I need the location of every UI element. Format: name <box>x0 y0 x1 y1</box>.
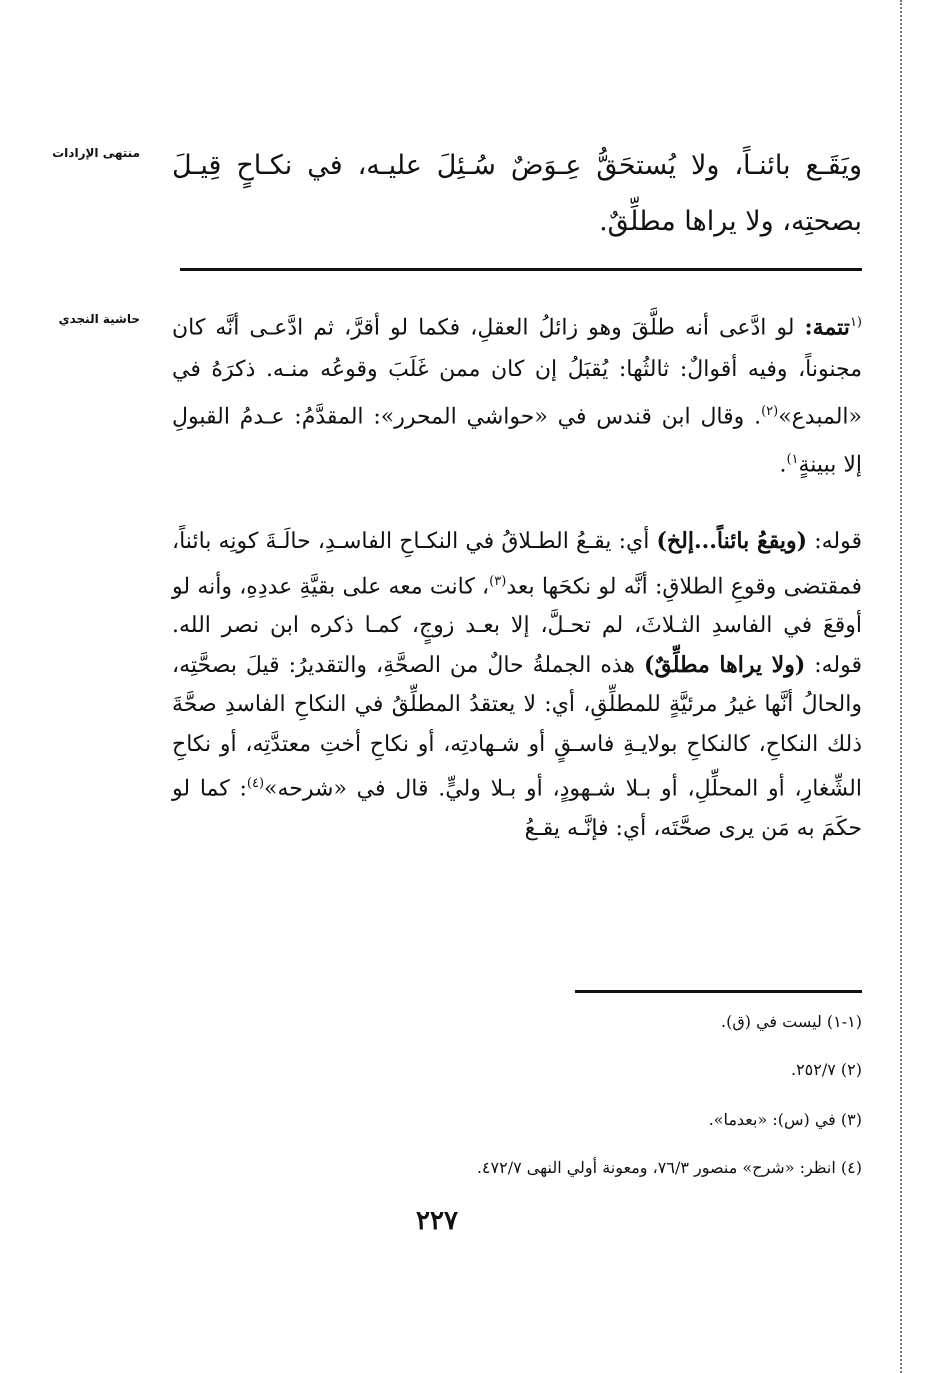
page-edge-dotted-line <box>900 0 902 1373</box>
range-end-marker: ١) <box>786 451 799 467</box>
tatimma-end: . <box>779 451 787 477</box>
page-number: ٢٢٧ <box>416 1206 458 1236</box>
side-label-matn-source: منتهى الإرادات <box>52 146 140 160</box>
tatimma-body-continued: . وقال ابن قندس في «حواشي المحرر»: المقدَّمُ: عـدمُ القبولِ إلا ببينةٍ <box>172 404 862 477</box>
main-text-matn: ويَقَـع بائنـاً، ولا يُستحَقُّ عِـوَضٌ سُـئِلَ عليـه، في نكـاحٍ قِيـلَ بصحتِه، ولا يراها مطلِّقٌ. <box>172 150 862 237</box>
tatimma-heading: تتمة: <box>804 314 850 341</box>
quoted-lemma-1: (ويقعُ بائناً...إلخ) <box>656 528 808 554</box>
qawluh-text-2: أي: يقـعُ الطـلاقُ في النكـاحِ الفاسـدِ، حالَـةَ كونِه بائناً، فمقتضى وقوعِ الطلاقِ: أنَّه لو نكحَها بعد <box>172 529 863 599</box>
footnote-ref-3: (٣) <box>489 573 507 589</box>
footnote-1: (١-١) ليست في (ق). <box>721 1012 862 1031</box>
footnote-separator-rule <box>575 990 862 993</box>
quoted-lemma-2: (ولا يراها مطلِّقٌ) <box>643 651 806 678</box>
main-separator-rule <box>180 268 862 271</box>
commentary-tatimma-paragraph <box>172 302 862 486</box>
commentary-qawluh-paragraph <box>172 522 862 849</box>
qawluh-text-3: ، كانت معه على بقيَّةِ عددِهِ، وأنه لو أوقعَ في الفاسدِ الثـلاثَ، لم تحـلَّ، إلا بعـد زوجٍ، كمـا ذكره ابن نصر الله. قوله: <box>172 573 862 678</box>
footnote-4: (٤) انظر: «شرح» منصور ٧٦/٣، ومعونة أولي النهى ٤٧٢/٧. <box>476 1158 862 1177</box>
tatimma-body: لو ادَّعى أنه طلَّقَ وهو زائلُ العقلِ، فكما لو أقرَّ، ثم ادَّعـى أنَّه كان مجنوناً، وفيه أقوالٌ: ثالثُها: يُقبَلُ إن كان ممن غَلَبَ وقوعُه منـه. ذكرَهُ في «المبدع» <box>172 315 862 430</box>
qawluh-text-4: هذه الجملةُ حالٌ من الصحَّةِ، والتقديرُ: قيلَ بصحَّتِه، والحالُ أنَّها غيرُ مرئيَّةٍ للمطلِّقِ، أي: لا يعتقدُ المطلِّقُ في النكاحِ الفاسدِ صحَّةَ ذلك النكاحِ، كالنكاحِ بولايـةِ فاسـقٍ أو شـهادتِه، أو نكاحِ أختِ معتدَّتِه، أو نكاحِ الشِّغارِ، أو المحلِّلِ، أو بـلا شـهودٍ، أو بـلا وليٍّ. قال في «شرحه» <box>172 652 862 802</box>
qawluh-text-1: قوله: <box>807 529 863 554</box>
footnote-3: (٣) في (س): «بعدما». <box>708 1110 862 1129</box>
qawluh-text-5: : كما لو حكَمَ به مَن يرى صحَّتَه، أي: فإنَّـه يقـعُ <box>172 776 862 842</box>
footnote-ref-2: (٢) <box>761 404 779 420</box>
footnote-2: (٢) ٢٥٢/٧. <box>790 1060 862 1079</box>
footnote-ref-4: (٤) <box>246 776 265 792</box>
range-start-marker: (١ <box>849 315 862 330</box>
side-label-commentary-source: حاشية النجدي <box>58 312 140 326</box>
